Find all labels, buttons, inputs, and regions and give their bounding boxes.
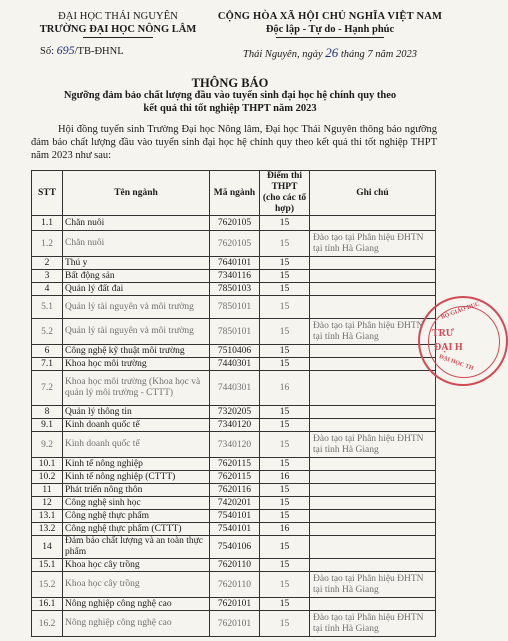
row-score: 15 (260, 296, 310, 319)
row-note (310, 559, 436, 572)
row-stt: 8 (32, 406, 63, 419)
table-row (32, 257, 436, 270)
threshold-table (31, 170, 436, 637)
row-major-name: Bất động sản (63, 270, 210, 283)
table-row (32, 296, 436, 319)
table-body (32, 216, 436, 637)
table-row (32, 270, 436, 283)
row-major-code: 7510406 (210, 345, 260, 358)
row-note (310, 283, 436, 296)
row-major-name: Quản lý tài nguyên và môi trường (63, 319, 210, 345)
row-note (310, 471, 436, 484)
row-major-name: Công nghệ thực phẩm (63, 510, 210, 523)
row-major-name: Khoa học cây trồng (63, 572, 210, 598)
table-row (32, 345, 436, 358)
org-underline (83, 37, 153, 38)
table-row (32, 406, 436, 419)
row-stt: 5.1 (32, 296, 63, 319)
row-note (310, 345, 436, 358)
row-note (310, 296, 436, 319)
org-line-1: ĐẠI HỌC THÁI NGUYÊN (58, 11, 178, 22)
row-stt: 13.2 (32, 523, 63, 536)
row-stt: 16.2 (32, 611, 63, 637)
row-score: 15 (260, 572, 310, 598)
row-major-code: 7620105 (210, 231, 260, 257)
date-day: 26 (325, 45, 339, 60)
table-row (32, 572, 436, 598)
row-stt: 2 (32, 257, 63, 270)
row-score: 16 (260, 523, 310, 536)
header-score: Điểm thi THPT (cho các tổ hợp) (260, 171, 310, 216)
row-stt: 11 (32, 484, 63, 497)
row-note (310, 497, 436, 510)
row-major-name: Nông nghiệp công nghệ cao (63, 611, 210, 637)
row-stt: 13.1 (32, 510, 63, 523)
table-row (32, 559, 436, 572)
nation-line-2: Độc lập - Tự do - Hạnh phúc (265, 24, 395, 35)
doc-number (38, 44, 198, 58)
doc-title: THÔNG BÁO (191, 76, 269, 90)
row-major-code: 7620115 (210, 458, 260, 471)
red-seal-stamp (418, 296, 508, 386)
row-stt: 5.2 (32, 319, 63, 345)
row-major-code: 7540106 (210, 536, 260, 559)
row-score: 16 (260, 371, 310, 406)
row-stt: 16.1 (32, 598, 63, 611)
row-note (310, 257, 436, 270)
row-major-code: 7640101 (210, 257, 260, 270)
row-score: 15 (260, 611, 310, 637)
row-major-code: 7320205 (210, 406, 260, 419)
seal-mid-text: TRƯ (432, 328, 454, 339)
row-major-code: 7420201 (210, 497, 260, 510)
row-note: Đào tạo tại Phân hiệu ĐHTN tại tỉnh Hà Giang (310, 432, 436, 458)
row-major-name: Kinh tế nông nghiệp (CTTT) (63, 471, 210, 484)
table-row (32, 458, 436, 471)
row-major-name: Kinh doanh quốc tế (63, 432, 210, 458)
row-major-code: 7620116 (210, 484, 260, 497)
intro-text: Hội đồng tuyển sinh Trường Đại học Nông lâm, Đại học Thái Nguyên thông báo ngưỡng đảm bảo chất lượng đầu vào tuyển sinh đại học hệ chính quy theo kết quả thi tốt nghiệp THPT năm 2023 như sau: (31, 124, 437, 161)
row-major-name: Thú y (63, 257, 210, 270)
row-score: 16 (260, 471, 310, 484)
row-major-name: Quản lý đất đai (63, 283, 210, 296)
table-row (32, 598, 436, 611)
doc-date (208, 46, 452, 61)
row-score: 15 (260, 510, 310, 523)
seal-bottom-text: ĐẠI HỌC TH (438, 353, 475, 373)
row-major-code: 7850101 (210, 319, 260, 345)
row-major-name: Công nghệ thực phẩm (CTTT) (63, 523, 210, 536)
row-note (310, 406, 436, 419)
table-row (32, 611, 436, 637)
row-score: 15 (260, 419, 310, 432)
row-stt: 14 (32, 536, 63, 559)
row-stt: 15.2 (32, 572, 63, 598)
row-stt: 3 (32, 270, 63, 283)
row-major-name: Quản lý thông tin (63, 406, 210, 419)
row-score: 15 (260, 484, 310, 497)
row-stt: 7.1 (32, 358, 63, 371)
issuer-block (38, 10, 198, 58)
row-stt: 15.1 (32, 559, 63, 572)
row-note: Đào tạo tại Phân hiệu ĐHTN tại tỉnh Hà Giang (310, 611, 436, 637)
row-major-code: 7440301 (210, 358, 260, 371)
row-score: 15 (260, 319, 310, 345)
row-score: 15 (260, 231, 310, 257)
row-score: 15 (260, 283, 310, 296)
row-major-name: Khoa học cây trồng (63, 559, 210, 572)
row-score: 15 (260, 497, 310, 510)
row-score: 15 (260, 598, 310, 611)
row-major-name: Phát triển nông thôn (63, 484, 210, 497)
row-note (310, 270, 436, 283)
row-major-name: Đảm bảo chất lượng và an toàn thực phẩm (63, 536, 210, 559)
org-line-2: TRƯỜNG ĐẠI HỌC NÔNG LÂM (39, 24, 197, 35)
row-note (310, 216, 436, 231)
row-note: Đào tạo tại Phân hiệu ĐHTN tại tỉnh Hà Giang (310, 319, 436, 345)
row-major-name: Chăn nuôi (63, 231, 210, 257)
doc-number-label: Số: (40, 46, 55, 57)
row-major-code: 7340120 (210, 432, 260, 458)
row-stt: 4 (32, 283, 63, 296)
row-score: 15 (260, 559, 310, 572)
table-row (32, 432, 436, 458)
row-score: 15 (260, 432, 310, 458)
row-score: 15 (260, 345, 310, 358)
nation-line-1: CỘNG HÒA XÃ HỘI CHỦ NGHĨA VIỆT NAM (217, 11, 443, 22)
row-major-code: 7340120 (210, 419, 260, 432)
doc-number-suffix: /TB-ĐHNL (74, 46, 124, 57)
row-major-code: 7850101 (210, 296, 260, 319)
table-header-row (32, 171, 436, 216)
row-major-code: 7440301 (210, 371, 260, 406)
row-stt: 10.1 (32, 458, 63, 471)
row-stt: 10.2 (32, 471, 63, 484)
doc-subtitle: Ngưỡng đảm bảo chất lượng đầu vào tuyển sinh đại học hệ chính quy theo kết quả thi tốt nghiệp THPT năm 2023 (63, 90, 397, 114)
row-note (310, 358, 436, 371)
header-major-name: Tên ngành (63, 171, 210, 216)
nation-underline (276, 37, 384, 38)
row-note (310, 598, 436, 611)
row-note (310, 419, 436, 432)
header-major-code: Mã ngành (210, 171, 260, 216)
table-row (32, 358, 436, 371)
header-stt: STT (32, 171, 63, 216)
row-major-name: Quản lý tài nguyên và môi trường (63, 296, 210, 319)
row-score: 15 (260, 406, 310, 419)
table-row (32, 319, 436, 345)
table-row (32, 371, 436, 406)
row-note (310, 536, 436, 559)
table-row (32, 471, 436, 484)
row-major-name: Nông nghiệp công nghệ cao (63, 598, 210, 611)
row-major-code: 7850103 (210, 283, 260, 296)
row-score: 15 (260, 358, 310, 371)
row-note: Đào tạo tại Phân hiệu ĐHTN tại tỉnh Hà Giang (310, 231, 436, 257)
row-note: Đào tạo tại Phân hiệu ĐHTN tại tỉnh Hà Giang (310, 572, 436, 598)
row-stt: 7.2 (32, 371, 63, 406)
row-score: 15 (260, 458, 310, 471)
seal-mid-text: ĐẠI H (434, 342, 463, 353)
row-note (310, 510, 436, 523)
date-suffix: tháng 7 năm 2023 (340, 49, 417, 60)
row-major-name: Công nghệ kỹ thuật môi trường (63, 345, 210, 358)
row-stt: 1.1 (32, 216, 63, 231)
row-major-name: Khoa học môi trường (63, 358, 210, 371)
table-row (32, 419, 436, 432)
row-note (310, 458, 436, 471)
row-major-code: 7620110 (210, 559, 260, 572)
row-score: 15 (260, 536, 310, 559)
row-major-name: Kinh tế nông nghiệp (63, 458, 210, 471)
row-major-code: 7340116 (210, 270, 260, 283)
row-major-name: Khoa học môi trường (Khoa học và quản lý môi trường - CTTT) (63, 371, 210, 406)
row-major-code: 7620101 (210, 598, 260, 611)
row-score: 15 (260, 216, 310, 231)
table-row (32, 536, 436, 559)
row-note (310, 523, 436, 536)
row-stt: 1.2 (32, 231, 63, 257)
date-prefix: Thái Nguyên, ngày (243, 49, 323, 60)
row-score: 15 (260, 257, 310, 270)
row-major-code: 7620115 (210, 471, 260, 484)
table-row (32, 484, 436, 497)
row-note (310, 371, 436, 406)
table-row (32, 231, 436, 257)
row-major-name: Kinh doanh quốc tế (63, 419, 210, 432)
row-stt: 9.1 (32, 419, 63, 432)
row-stt: 12 (32, 497, 63, 510)
table-row (32, 523, 436, 536)
row-note (310, 484, 436, 497)
row-stt: 9.2 (32, 432, 63, 458)
table-row (32, 510, 436, 523)
row-major-code: 7620105 (210, 216, 260, 231)
table-row (32, 497, 436, 510)
row-major-name: Chăn nuôi (63, 216, 210, 231)
row-stt: 6 (32, 345, 63, 358)
row-major-name: Công nghệ sinh học (63, 497, 210, 510)
row-major-code: 7540101 (210, 510, 260, 523)
table-row (32, 283, 436, 296)
header-note: Ghi chú (310, 171, 436, 216)
seal-top-text: BỘ GIÁO DỤC (440, 301, 481, 321)
row-major-code: 7540101 (210, 523, 260, 536)
doc-number-value: 695 (56, 43, 75, 57)
row-major-code: 7620101 (210, 611, 260, 637)
nation-block (208, 10, 452, 61)
row-major-code: 7620110 (210, 572, 260, 598)
intro-paragraph (31, 123, 437, 162)
row-score: 15 (260, 270, 310, 283)
table-row (32, 216, 436, 231)
